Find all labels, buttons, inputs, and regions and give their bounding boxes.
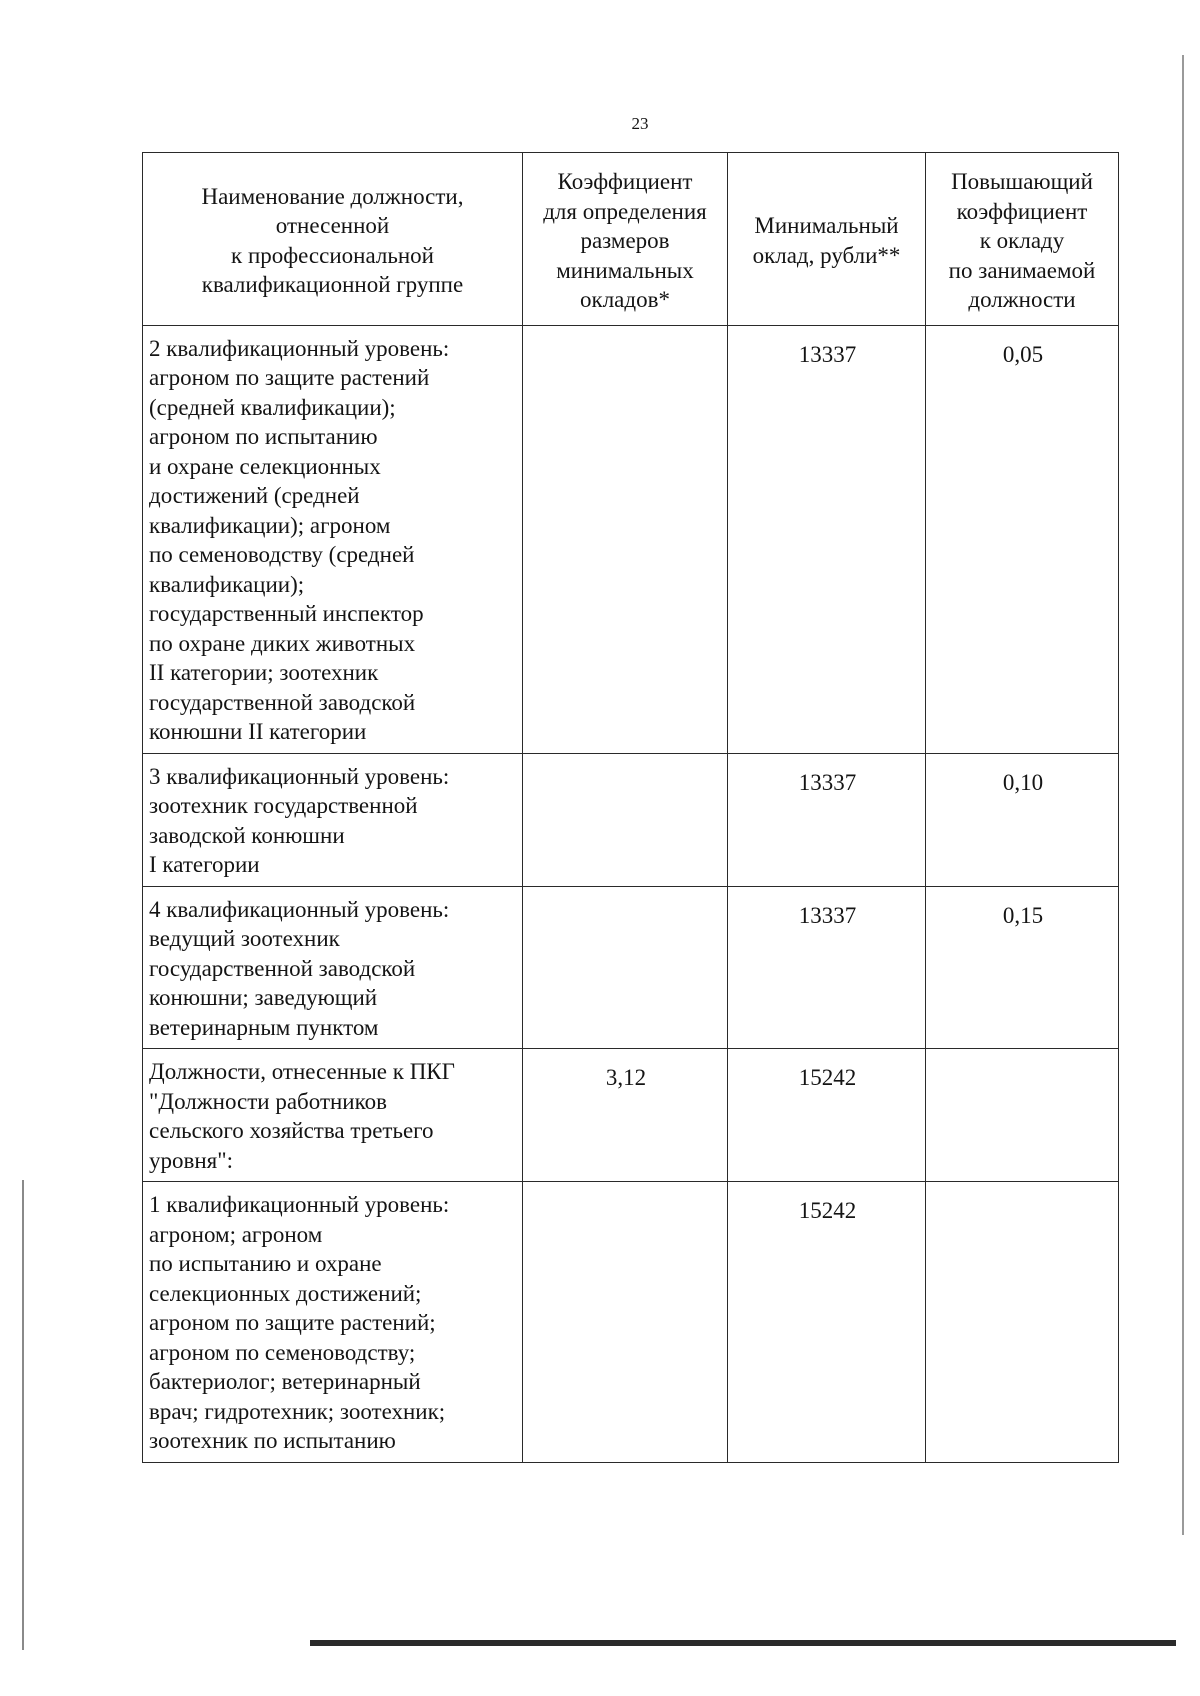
scan-edge-line-right — [1182, 55, 1184, 1535]
table-header-row — [143, 153, 1119, 326]
salary-cell: 13337 — [728, 886, 926, 1049]
coefficient-cell — [523, 753, 728, 886]
coefficient-cell — [523, 886, 728, 1049]
header-minimum-salary: Минимальный оклад, рубли** — [728, 153, 926, 326]
raise-cell: 0,15 — [926, 886, 1119, 1049]
salary-cell: 13337 — [728, 753, 926, 886]
table-row — [143, 1182, 1119, 1463]
coefficient-cell — [523, 1182, 728, 1463]
position-name-cell: 1 квалификационный уровень: агроном; агроном по испытанию и охране селекционных достижений; агроном по защите растений; агроном по семеноводству; бактериолог; ветеринарный врач; гидротехник; зоотехник; зоотехник по испытанию — [143, 1182, 523, 1463]
position-name-cell: Должности, отнесенные к ПКГ "Должности работников сельского хозяйства третьего уровня": — [143, 1049, 523, 1182]
scan-edge-line-left — [22, 1180, 24, 1650]
salary-cell: 15242 — [728, 1182, 926, 1463]
coefficient-cell — [523, 325, 728, 753]
salary-table — [142, 152, 1119, 1463]
position-name-cell: 3 квалификационный уровень: зоотехник государственной заводской конюшни I категории — [143, 753, 523, 886]
raise-cell — [926, 1182, 1119, 1463]
position-name-cell: 4 квалификационный уровень: ведущий зоотехник государственной заводской конюшни; заведующий ветеринарным пунктом — [143, 886, 523, 1049]
raise-cell: 0,05 — [926, 325, 1119, 753]
table-row — [143, 753, 1119, 886]
page-number: 23 — [631, 114, 649, 133]
header-coefficient: Коэффициент для определения размеров минимальных окладов* — [523, 153, 728, 326]
table-row — [143, 325, 1119, 753]
table-row — [143, 1049, 1119, 1182]
coefficient-cell: 3,12 — [523, 1049, 728, 1182]
header-raising-coefficient: Повышающий коэффициент к окладу по занимаемой должности — [926, 153, 1119, 326]
header-position-name: Наименование должности, отнесенной к профессиональной квалификационной группе — [143, 153, 523, 326]
position-name-cell: 2 квалификационный уровень: агроном по защите растений (средней квалификации); агроном по испытанию и охране селекционных достижений (средней квалификации); агроном по семеноводству (средней квалификации); государственный инспектор по охране диких животных II категории; зоотехник государственной заводской конюшни II категории — [143, 325, 523, 753]
raise-cell — [926, 1049, 1119, 1182]
raise-cell: 0,10 — [926, 753, 1119, 886]
scan-edge-line-bottom — [310, 1640, 1176, 1646]
salary-cell: 13337 — [728, 325, 926, 753]
salary-cell: 15242 — [728, 1049, 926, 1182]
table-row — [143, 886, 1119, 1049]
